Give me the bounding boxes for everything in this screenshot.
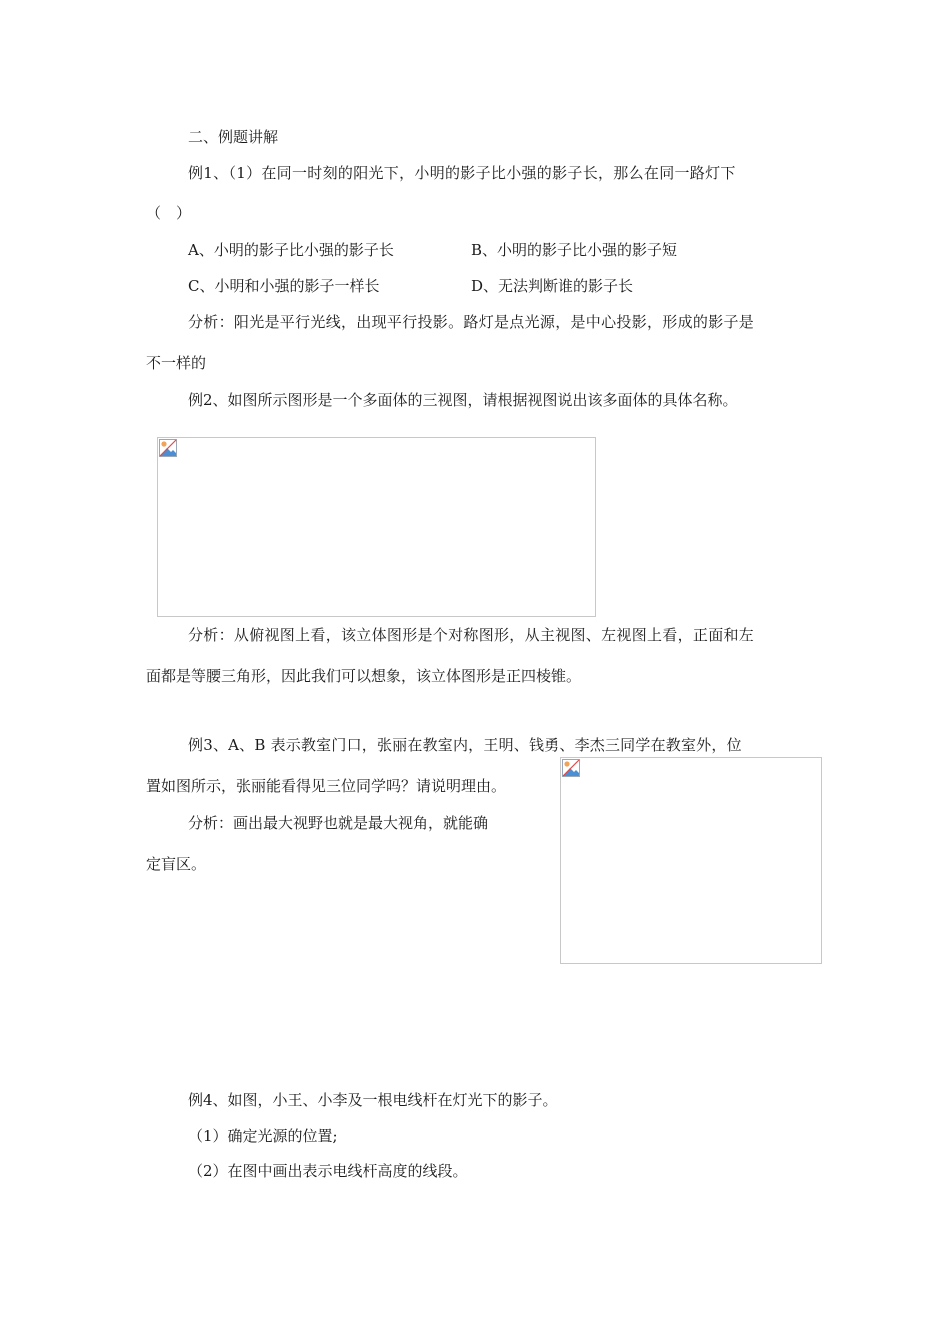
example4-question: 例4、如图，小王、小李及一根电线杆在灯光下的影子。 (188, 1091, 558, 1109)
example1-option-b: B、小明的影子比小强的影子短 (471, 241, 678, 259)
example4-part2: （2）在图中画出表示电线杆高度的线段。 (188, 1162, 468, 1180)
example1-option-a: A、小明的影子比小强的影子长 (188, 241, 394, 259)
classroom-figure (560, 757, 822, 964)
three-view-figure (157, 437, 596, 617)
section-heading: 二、例题讲解 (188, 128, 279, 146)
example1-question-line1: 例1、（1）在同一时刻的阳光下，小明的影子比小强的影子长，那么在同一路灯下 (188, 164, 736, 182)
broken-image-icon (159, 439, 177, 457)
example2-analysis-line1: 分析：从俯视图上看，该立体图形是个对称图形，从主视图、左视图上看，正面和左 (188, 626, 755, 644)
example2-analysis-line2: 面都是等腰三角形，因此我们可以想象，该立体图形是正四棱锥。 (146, 667, 582, 685)
broken-image-icon (562, 759, 580, 777)
example4-part1: （1）确定光源的位置; (188, 1127, 338, 1145)
example3-question-line1: 例3、A、B 表示教室门口，张丽在教室内，王明、钱勇、李杰三同学在教室外，位 (188, 736, 742, 754)
example1-analysis-line2: 不一样的 (146, 354, 207, 372)
example2-question: 例2、如图所示图形是一个多面体的三视图，请根据视图说出该多面体的具体名称。 (188, 391, 738, 409)
example3-analysis-line2: 定盲区。 (146, 855, 207, 873)
example1-analysis-line1: 分析：阳光是平行光线，出现平行投影。路灯是点光源，是中心投影，形成的影子是 (188, 313, 755, 331)
example1-option-c: C、小明和小强的影子一样长 (188, 277, 380, 295)
example1-answer-blank: （ ） (146, 204, 192, 222)
example3-question-line2: 置如图所示，张丽能看得见三位同学吗？请说明理由。 (146, 777, 507, 795)
example3-analysis-line1: 分析：画出最大视野也就是最大视角，就能确 (188, 814, 489, 832)
example1-option-d: D、无法判断谁的影子长 (471, 277, 634, 295)
